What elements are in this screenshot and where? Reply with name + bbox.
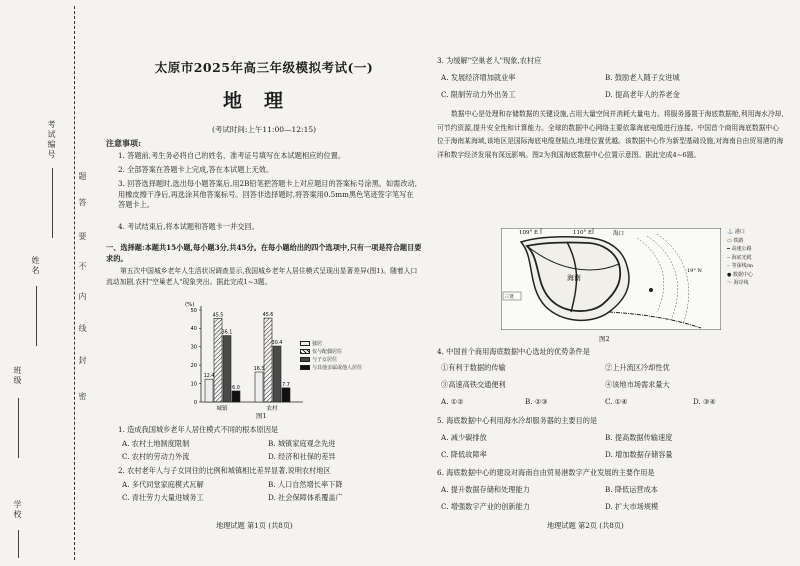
y-tick-label: 30 — [190, 344, 197, 351]
q6-option-c[interactable]: C. 增强数字产业的创新能力 — [441, 502, 530, 511]
q2-option-a[interactable]: A. 多代同堂家庭模式瓦解 — [122, 480, 204, 489]
figure-1-caption: 图1 — [256, 412, 267, 420]
question-1: 1. 造成我国城乡老年人居住模式不同的根本原因是 — [118, 425, 279, 434]
legend-item — [300, 340, 322, 347]
data-center-marker — [649, 288, 653, 292]
exam-no-field[interactable] — [52, 168, 53, 238]
legend-label: 独居 — [312, 341, 323, 347]
lon-label-2: 110° E — [573, 230, 593, 236]
seal-marker: 不 — [78, 262, 87, 270]
legend-item — [300, 356, 337, 363]
legend-item — [300, 348, 342, 355]
q4-item-1: ①有利于数据的传输 — [441, 363, 506, 372]
legend-label: 与其他亲属或他人居住 — [312, 365, 363, 371]
y-tick-label: 40 — [190, 326, 197, 333]
map-legend — [727, 228, 753, 288]
bar-value-label: 16.3 — [253, 367, 265, 373]
bar-value-label: 45.6 — [262, 313, 274, 319]
category-label: 城镇 — [216, 406, 228, 412]
legend-label: 等深线/m — [731, 263, 754, 269]
name-label: 姓名 — [31, 256, 40, 276]
bar-value-label: 45.5 — [212, 313, 224, 319]
q4-item-4: ④该地市场需求量大 — [605, 380, 670, 389]
q5-option-c[interactable]: C. 降低故障率 — [441, 450, 487, 459]
legend-label: 仅与配偶居住 — [312, 349, 343, 355]
legend-label: 海岸线 — [733, 280, 749, 286]
bar-value-label: 6.0 — [232, 385, 240, 391]
legend-label: 数据中心 — [732, 271, 753, 278]
lon-label-1: 109° E — [519, 230, 539, 236]
exam-time: (考试时间:上午11:00—12:15) — [211, 125, 317, 134]
y-tick-label: 20 — [190, 363, 197, 369]
school-field[interactable] — [18, 530, 19, 558]
seal-line — [74, 6, 75, 560]
question-3: 3. 为缓解"空巢老人"现象,农村应 — [437, 56, 542, 65]
seal-marker: 要 — [78, 232, 87, 240]
bar — [205, 379, 213, 402]
y-axis-label: (%) — [185, 302, 195, 308]
seal-marker: 密 — [78, 392, 87, 400]
y-tick-label: 50 — [190, 307, 197, 314]
legend-label: 高速公路 — [731, 246, 752, 252]
legend-swatch — [300, 349, 310, 354]
question-6: 6. 海底数据中心的建设对海南自由贸易港数字产业发展的主要作用是 — [437, 468, 655, 477]
notice-item: 4. 考试结束后,将本试题和答题卡一并交回。 — [118, 222, 259, 231]
seal-marker: 封 — [78, 356, 87, 364]
q4-option-d[interactable]: D. ③④ — [693, 397, 716, 406]
q2-option-b[interactable]: B. 人口自然增长率下降 — [268, 480, 343, 489]
section-heading: 一、选择题:本题共15小题,每小题3分,共45分。在每小题给出的四个选项中,只有一项是符合题目要求的。 — [106, 243, 422, 263]
legend-label: 与子女居住 — [312, 357, 338, 363]
q6-option-a[interactable]: A. 提升数据存储和处理能力 — [441, 485, 530, 494]
question-4: 4. 中国首个商用海底数据中心选址的优势条件是 — [437, 347, 590, 356]
seal-marker: 答 — [78, 198, 87, 206]
q2-option-d[interactable]: D. 社会保障体系覆盖广 — [268, 493, 343, 502]
q6-option-b[interactable]: B. 降低运营成本 — [605, 485, 658, 494]
y-tick-label: 0 — [193, 399, 197, 406]
q2-option-c[interactable]: C. 青壮劳力大量进城务工 — [122, 493, 204, 502]
notice-heading: 注意事项: — [106, 138, 141, 148]
q4-item-3: ③高速高铁交通便利 — [441, 380, 506, 389]
q5-option-d[interactable]: D. 增加数据存储容量 — [605, 450, 673, 459]
seal-marker: 题 — [78, 172, 87, 180]
question-5: 5. 海底数据中心利用海水冷却服务器的主要目的是 — [437, 416, 598, 425]
bar — [255, 372, 263, 402]
bar-value-label: 36.1 — [221, 330, 233, 336]
exam-title: 太原市2025年高三年级模拟考试(一) — [154, 60, 374, 75]
legend-label: 港口 — [734, 229, 745, 235]
q4-option-a[interactable]: A. ①② — [441, 397, 464, 406]
exam-no-label: 考试编号 — [47, 120, 56, 160]
subject-title: 地理 — [222, 90, 305, 112]
q4-option-b[interactable]: B. ②③ — [525, 397, 548, 406]
bar — [282, 388, 290, 402]
city-label-bottom: 三亚 — [504, 294, 515, 300]
q1-option-c[interactable]: C. 农村的劳动力外流 — [122, 452, 190, 461]
q1-option-a[interactable]: A. 农村土地制度限制 — [122, 439, 190, 448]
city-label-top: 海口 — [613, 231, 625, 237]
q4-option-c[interactable]: C. ①④ — [605, 397, 628, 406]
bar-value-label: 7.7 — [282, 382, 290, 388]
q3-option-a[interactable]: A. 发展经济增加就业率 — [441, 73, 516, 82]
map-legend-item: ⚓ 港口 — [727, 229, 745, 235]
map-legend-item: ● 数据中心 — [727, 271, 753, 278]
passage-1: 第五次中国城乡老年人生活状况调查显示,我国城乡老年人居住模式呈现出显著差异(图1)。随着人口流动加剧,农村"空巢老人"现象突出。据此完成1~3题。 — [106, 267, 418, 286]
bar-value-label: 30.4 — [271, 341, 283, 347]
legend-swatch — [300, 357, 310, 362]
map-legend-item: ～ 海岸线 — [727, 280, 749, 286]
q4-item-2: ②上升流区冷却性优 — [605, 363, 670, 372]
y-tick-label: 10 — [190, 381, 197, 388]
q5-option-a[interactable]: A. 减少碳排放 — [441, 433, 487, 442]
map-legend-item: ┈ 等深线/m — [727, 263, 754, 269]
bar — [223, 336, 231, 402]
notice-item: 1. 答题前,考生务必将自己的姓名、准考证号填写在本试题相应的位置。 — [118, 151, 346, 160]
hainan-map — [501, 228, 721, 330]
bar — [264, 318, 272, 402]
q6-option-d[interactable]: D. 扩大市场规模 — [605, 502, 659, 511]
island-label: 海南 — [567, 274, 581, 282]
bar — [273, 346, 281, 402]
legend-label: 铁路 — [733, 237, 744, 244]
q5-option-b[interactable]: B. 提高数据传输速度 — [605, 433, 673, 442]
legend-label: 海底光缆 — [731, 254, 752, 261]
right-column — [437, 0, 787, 566]
bar — [232, 391, 240, 402]
figure-2-caption: 图2 — [599, 335, 610, 343]
school-label: 学校 — [13, 500, 22, 520]
map-legend-item: ╌ 海底光缆 — [727, 254, 752, 261]
binding-strip — [0, 0, 96, 566]
notice-item: 3. 回答选择题时,选出每小题答案后,用2B铅笔把答题卡上对应题目的答案标号涂黑。如需改动,用橡皮擦干净后,再选涂其他答案标号。回答非选择题时,将答案用0.5mm黑色笔迹签字笔写在答题卡上。 — [118, 179, 417, 209]
q3-option-d[interactable]: D. 提高老年人的养老金 — [605, 90, 680, 99]
lat-label: 19° N — [687, 268, 702, 274]
legend-swatch — [300, 341, 310, 346]
class-field[interactable] — [18, 398, 19, 458]
map-legend-item: ━ 高速公路 — [727, 246, 752, 252]
q3-option-c[interactable]: C. 限制劳动力外出务工 — [441, 90, 516, 99]
name-field[interactable] — [36, 286, 37, 346]
category-label: 农村 — [266, 406, 278, 412]
q1-option-d[interactable]: D. 经济和社保的差异 — [268, 452, 336, 461]
left-column — [104, 0, 424, 566]
footer-right: 地理试题 第2页 (共8页) — [547, 521, 624, 530]
notice-item: 2. 全部答案在答题卡上完成,答在本试题上无效。 — [118, 165, 274, 174]
legend-item — [300, 364, 362, 371]
passage-2: 数据中心是处理和存储数据的关键设施,占用大量空间并消耗大量电力。将服务器置于海底数据舱,利用海水冷却,可节约资源,提升安全性和计算能力。全球的数据中心网络主要依靠海底电缆进行连接。中国首个商用海底数据中心位于海南某海域,该地区是国际海底电缆登陆点,地理位置优越。该数据中心作为新型基础设施,对海南自由贸易港的海洋和数字经济发展有深远影响。图2为我国海底数据中心位置示意图。据此完成4~6题。 — [437, 110, 784, 159]
q3-option-b[interactable]: B. 鼓励老人随子女进城 — [605, 73, 680, 82]
q1-option-b[interactable]: B. 城镇家庭观念先进 — [268, 439, 336, 448]
legend-swatch — [300, 365, 310, 370]
class-label: 班级 — [13, 366, 22, 386]
map-legend-item: ▭ 铁路 — [727, 237, 744, 244]
seal-marker: 线 — [78, 324, 87, 332]
bar-value-label: 12.4 — [203, 374, 215, 380]
seal-marker: 内 — [78, 292, 87, 300]
question-2: 2. 农村老年人与子女同住的比例和城镇相比差异显著,说明农村地区 — [118, 466, 331, 475]
footer-left: 地理试题 第1页 (共8页) — [216, 521, 293, 530]
